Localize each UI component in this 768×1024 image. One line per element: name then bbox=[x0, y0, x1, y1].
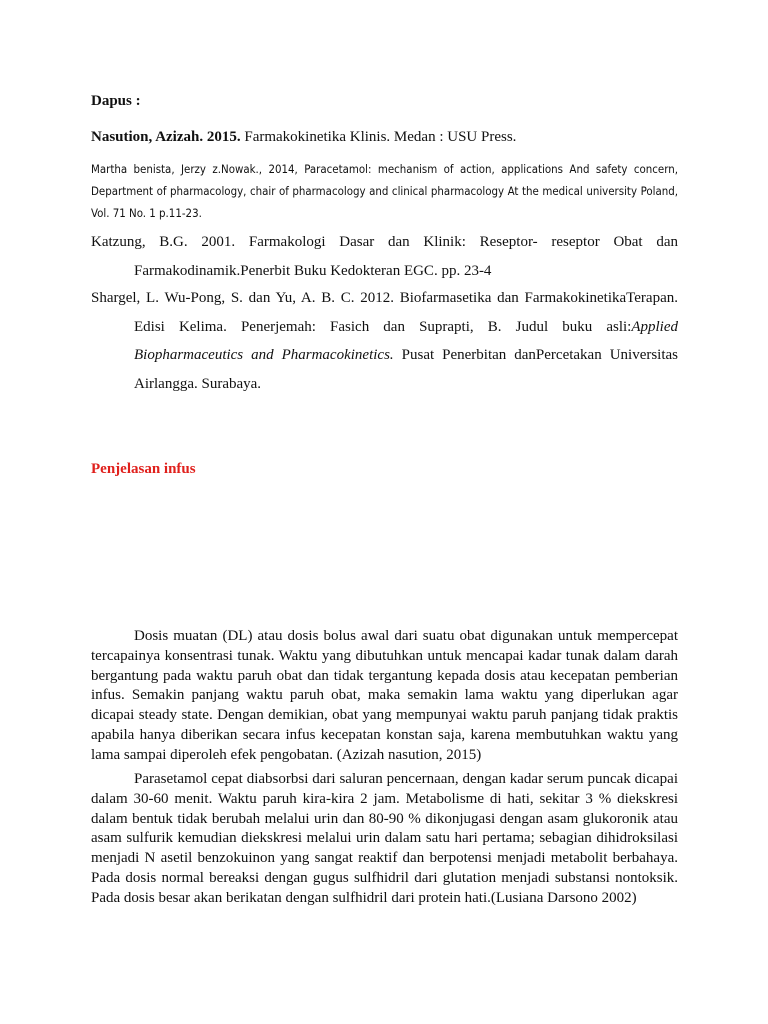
reference-martha-benista: Martha benista, Jerzy z.Nowak., 2014, Paracetamol: mechanism of action, applications And safety concern, Department of pharmacology, chair of pharmacology and clinical pharmacology At the medical university Poland, Vol. 71 No. 1 p.11-23. bbox=[91, 162, 678, 220]
reference-details: Farmakokinetika Klinis. Medan : USU Press. bbox=[240, 129, 517, 145]
reference-shargel-main: Shargel, L. Wu-Pong, S. dan Yu, A. B. C. 2012. Biofarmasetika dan FarmakokinetikaTerapan. Edisi Kelima. Penerjemah: Fasich dan Suprapti, B. Judul buku asli: bbox=[91, 290, 678, 335]
section-heading-penjelasan-infus: Penjelasan infus bbox=[91, 461, 196, 477]
paragraph-parasetamol: Parasetamol cepat diabsorbsi dari saluran pencernaan, dengan kadar serum puncak dicapai dalam 30-60 menit. Waktu paruh kira-kira 2 jam. Metabolisme di hati, sekitar 3 % diekskresi dalam bentuk tidak berubah melalui urin dan 80-90 % dikonjugasi dengan asam glukoronik atau asam sulfurik kemudian diekskresi melalui urin dalam satu hari pertama; sebagian dihidroksilasi menjadi N asetil benzokuinon yang sangat reaktif dan berpotensi menjadi metabolit berbahaya. Pada dosis normal bereaksi dengan gugus sulfhidril dari glutation menjadi substansi nontoksik. Pada dosis besar akan berikatan dengan sulfhidril dari protein hati.(Lusiana Darsono 2002) bbox=[91, 771, 678, 906]
paragraph-dosis-muatan: Dosis muatan (DL) atau dosis bolus awal dari suatu obat digunakan untuk mempercepat tercapainya konsentrasi tunak. Waktu yang dibutuhkan untuk mencapai kadar tunak dalam darah bergantung pada waktu paruh obat dan tidak tergantung kepada dosis atau kecepatan pemberian infus. Semakin panjang waktu paruh obat, maka semakin lama waktu yang diperlukan agar dicapai steady state. Dengan demikian, obat yang mempunyai waktu paruh panjang tidak praktis apabila hanya diberikan secara infus kecepatan konstan saja, karena membutuhkan waktu yang lama sampai diperoleh efek pengobatan. (Azizah nasution, 2015) bbox=[91, 628, 678, 763]
reference-shargel bbox=[91, 284, 678, 398]
reference-author: Nasution, Azizah. 2015. bbox=[91, 129, 241, 145]
dapus-heading: Dapus : bbox=[91, 93, 141, 109]
reference-katzung: Katzung, B.G. 2001. Farmakologi Dasar dan Klinik: Reseptor- reseptor Obat dan Farmakodinamik.Penerbit Buku Kedokteran EGC. pp. 23-4 bbox=[91, 234, 678, 279]
reference-shargel-title: Applied Biopharmaceutics and Pharmacokinetics. bbox=[134, 318, 678, 363]
reference-shargel-publisher: Pusat Penerbitan danPercetakan Universitas Airlangga. Surabaya. bbox=[134, 347, 679, 392]
reference-nasution bbox=[91, 127, 691, 147]
